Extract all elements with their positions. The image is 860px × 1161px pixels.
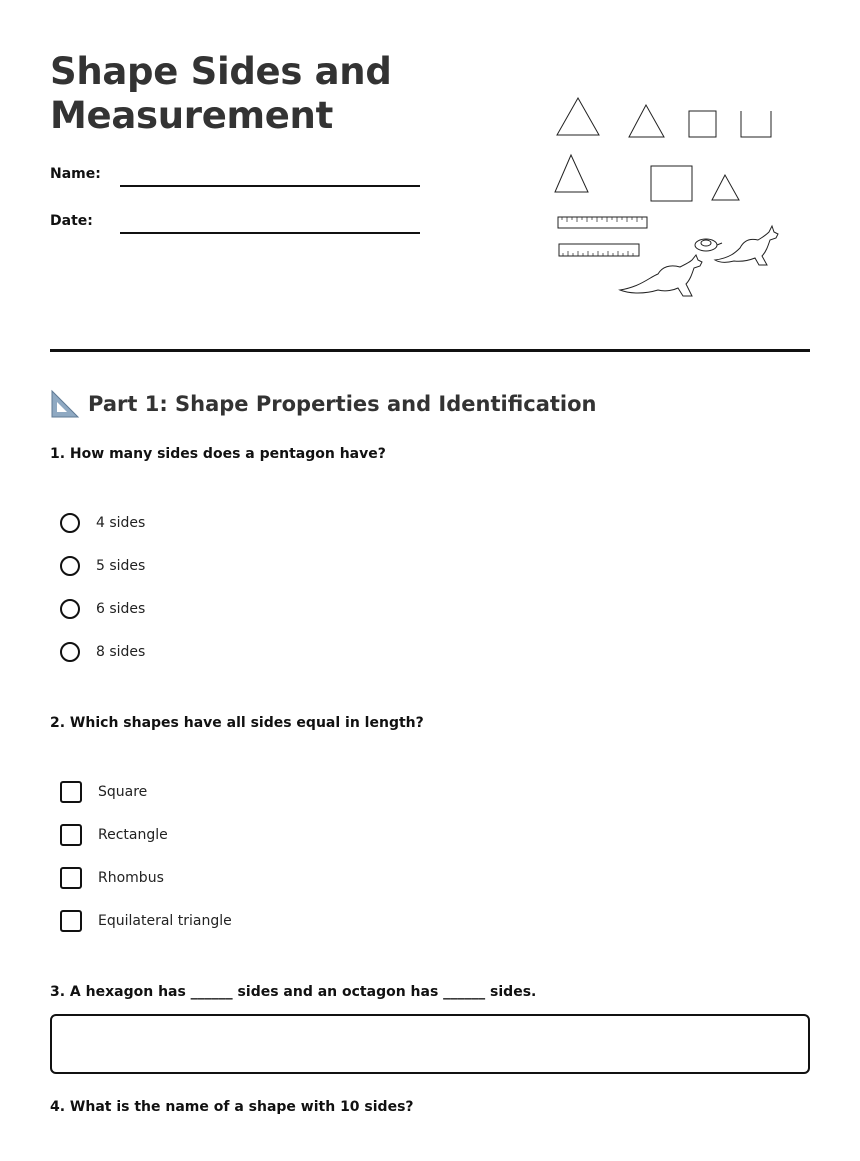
title-line-2: Measurement xyxy=(50,94,333,137)
option-label: Rhombus xyxy=(98,870,164,886)
q2-option-3[interactable] xyxy=(60,866,164,890)
square-icon xyxy=(651,166,692,201)
part1-heading xyxy=(50,388,597,420)
question-1: 1. How many sides does a pentagon have? xyxy=(50,446,386,462)
name-label: Name: xyxy=(50,166,101,182)
open-square-icon xyxy=(741,111,771,137)
q2-option-4[interactable] xyxy=(60,909,232,933)
set-square-icon xyxy=(50,389,80,419)
header-divider xyxy=(50,349,810,352)
question-3: 3. A hexagon has ______ sides and an octagon has ______ sides. xyxy=(50,984,537,1000)
q2-option-2[interactable] xyxy=(60,823,168,847)
option-label: Square xyxy=(98,784,148,800)
part1-title: Part 1: Shape Properties and Identification xyxy=(88,392,597,416)
triangle-icon xyxy=(629,105,664,137)
radio-button[interactable] xyxy=(60,642,80,662)
option-label: 6 sides xyxy=(96,601,146,617)
date-field xyxy=(50,213,430,243)
triangle-icon xyxy=(557,98,599,135)
worksheet-title xyxy=(50,50,392,138)
kangaroo-icon xyxy=(620,255,702,296)
date-input-line[interactable] xyxy=(120,232,420,234)
date-label: Date: xyxy=(50,213,93,229)
question-2: 2. Which shapes have all sides equal in length? xyxy=(50,715,424,731)
triangle-icon xyxy=(555,155,588,192)
q3-answer-box[interactable] xyxy=(50,1014,810,1074)
q1-option-3[interactable] xyxy=(60,597,145,621)
kangaroo-icon xyxy=(715,226,778,265)
option-label: Rectangle xyxy=(98,827,168,843)
checkbox[interactable] xyxy=(60,824,82,846)
name-field xyxy=(50,166,430,196)
radio-button[interactable] xyxy=(60,513,80,533)
checkbox[interactable] xyxy=(60,867,82,889)
name-input-line[interactable] xyxy=(120,185,420,187)
q2-option-1[interactable] xyxy=(60,780,147,804)
q1-option-1[interactable] xyxy=(60,511,145,535)
title-line-1: Shape Sides and xyxy=(50,50,392,93)
ruler-icon xyxy=(559,244,639,256)
option-label: 4 sides xyxy=(96,515,146,531)
ruler-icon xyxy=(558,217,647,228)
tape-measure-icon xyxy=(695,239,722,251)
q1-option-2[interactable] xyxy=(60,554,145,578)
option-label: 5 sides xyxy=(96,558,146,574)
checkbox[interactable] xyxy=(60,781,82,803)
radio-button[interactable] xyxy=(60,599,80,619)
triangle-icon xyxy=(712,175,739,200)
option-label: 8 sides xyxy=(96,644,146,660)
question-4: 4. What is the name of a shape with 10 sides? xyxy=(50,1099,414,1115)
q1-option-4[interactable] xyxy=(60,640,145,664)
square-icon xyxy=(689,111,716,137)
clipart-illustration xyxy=(550,92,790,307)
radio-button[interactable] xyxy=(60,556,80,576)
option-label: Equilateral triangle xyxy=(98,913,232,929)
checkbox[interactable] xyxy=(60,910,82,932)
